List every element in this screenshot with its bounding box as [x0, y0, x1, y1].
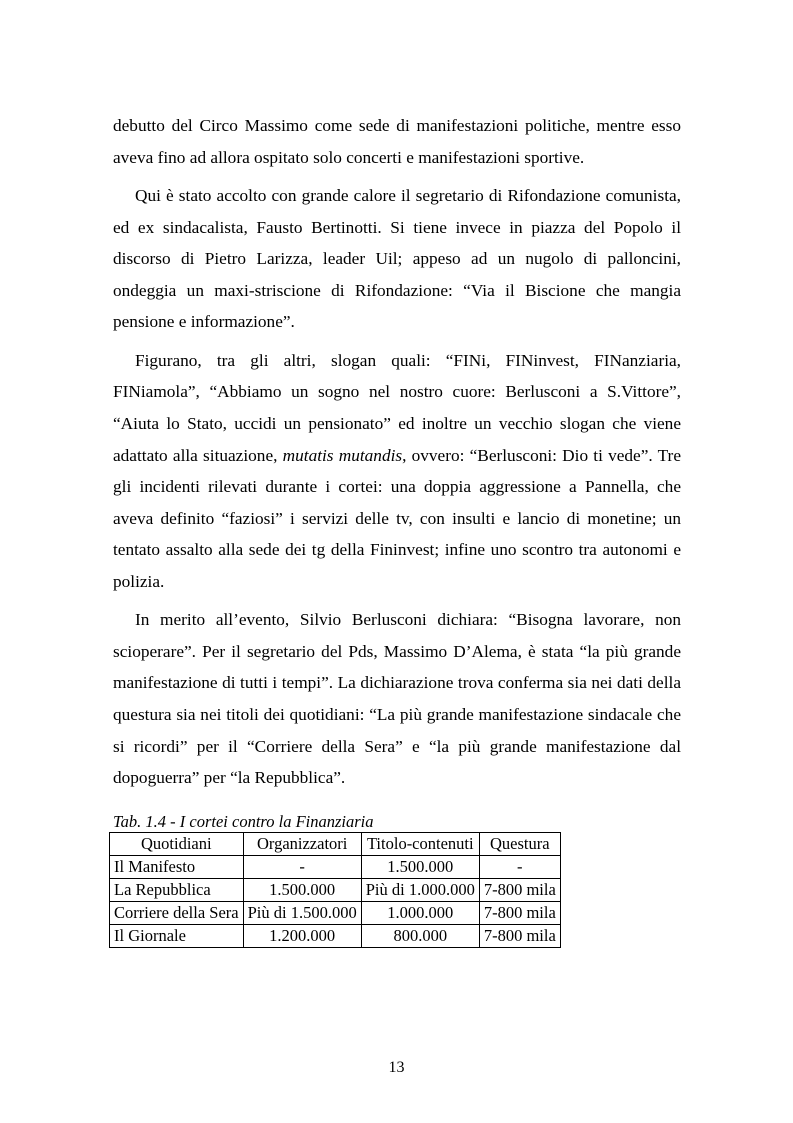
paragraph-3-text-a: Figurano, tra gli altri, slogan quali: “FINi, FINinvest, FINanziaria, FINiamola”, “Abbiamo un sogno nel nostro cuore: Berlusconi a S.Vittore”, “Aiuta lo Stato, uccidi un pensionato” ed inoltre un vecchio slogan che viene adattato alla situazione,	[113, 350, 681, 465]
table-row	[110, 902, 561, 925]
table-cell: 1.500.000	[243, 879, 361, 902]
table-cell: 1.200.000	[243, 925, 361, 948]
table-cell: 7-800 mila	[479, 902, 560, 925]
table-row	[110, 856, 561, 879]
table-caption: Tab. 1.4 - I cortei contro la Finanziaria	[113, 812, 374, 831]
table-cell: Il Manifesto	[110, 856, 244, 879]
header-cell: Questura	[479, 833, 560, 856]
table-cell: Il Giornale	[110, 925, 244, 948]
table-cell: Più di 1.000.000	[361, 879, 479, 902]
table-cell: 1.000.000	[361, 902, 479, 925]
table-cell: Più di 1.500.000	[243, 902, 361, 925]
body-text	[113, 110, 681, 794]
header-cell: Titolo-contenuti	[361, 833, 479, 856]
paragraph-3	[113, 345, 681, 598]
table-row	[110, 925, 561, 948]
paragraph-3-italic-phrase: mutatis mutandis	[282, 445, 403, 465]
paragraph-1: debutto del Circo Massimo come sede di manifestazioni politiche, mentre esso aveva fino ad allora ospitato solo concerti e manifestazioni sportive.	[113, 116, 681, 167]
table-cell: Corriere della Sera	[110, 902, 244, 925]
table-cell: 7-800 mila	[479, 925, 560, 948]
paragraph-2: Qui è stato accolto con grande calore il segretario di Rifondazione comunista, ed ex sindacalista, Fausto Bertinotti. Si tiene invece in piazza del Popolo il discorso di Pietro Larizza, leader Uil; appeso ad un nugolo di palloncini, ondeggia un maxi-striscione di Rifondazione: “Via il Biscione che mangia pensione e informazione”.	[113, 185, 681, 332]
table-row	[110, 879, 561, 902]
table-cell: 800.000	[361, 925, 479, 948]
table-cell: 1.500.000	[361, 856, 479, 879]
table-cell: -	[479, 856, 560, 879]
table-header-row	[110, 833, 561, 856]
header-cell: Organizzatori	[243, 833, 361, 856]
header-cell: Quotidiani	[110, 833, 244, 856]
table-cell: La Repubblica	[110, 879, 244, 902]
table-cell: -	[243, 856, 361, 879]
paragraph-4: In merito all’evento, Silvio Berlusconi dichiara: “Bisogna lavorare, non scioperare”. Per il segretario del Pds, Massimo D’Alema, è stata “la più grande manifestazione di tutti i tempi”. La dichiarazione trova conferma sia nei dati della questura sia nei titoli dei quotidiani: “La più grande manifestazione sindacale che si ricordi” per il “Corriere della Sera” e “la più grande manifestazione dal dopoguerra” per “la Repubblica”.	[113, 610, 681, 788]
data-table	[109, 832, 561, 948]
paragraph-3-text-b: , ovvero: “Berlusconi: Dio ti vede”. Tre gli incidenti rilevati durante i cortei: una doppia aggressione a Pannella, che aveva definito “faziosi” i servizi delle tv, con insulti e lancio di monetine; un tentato assalto alla sede dei tg della Fininvest; infine uno scontro tra autonomi e polizia.	[113, 445, 681, 591]
table-cell: 7-800 mila	[479, 879, 560, 902]
page-number: 13	[388, 1059, 405, 1076]
